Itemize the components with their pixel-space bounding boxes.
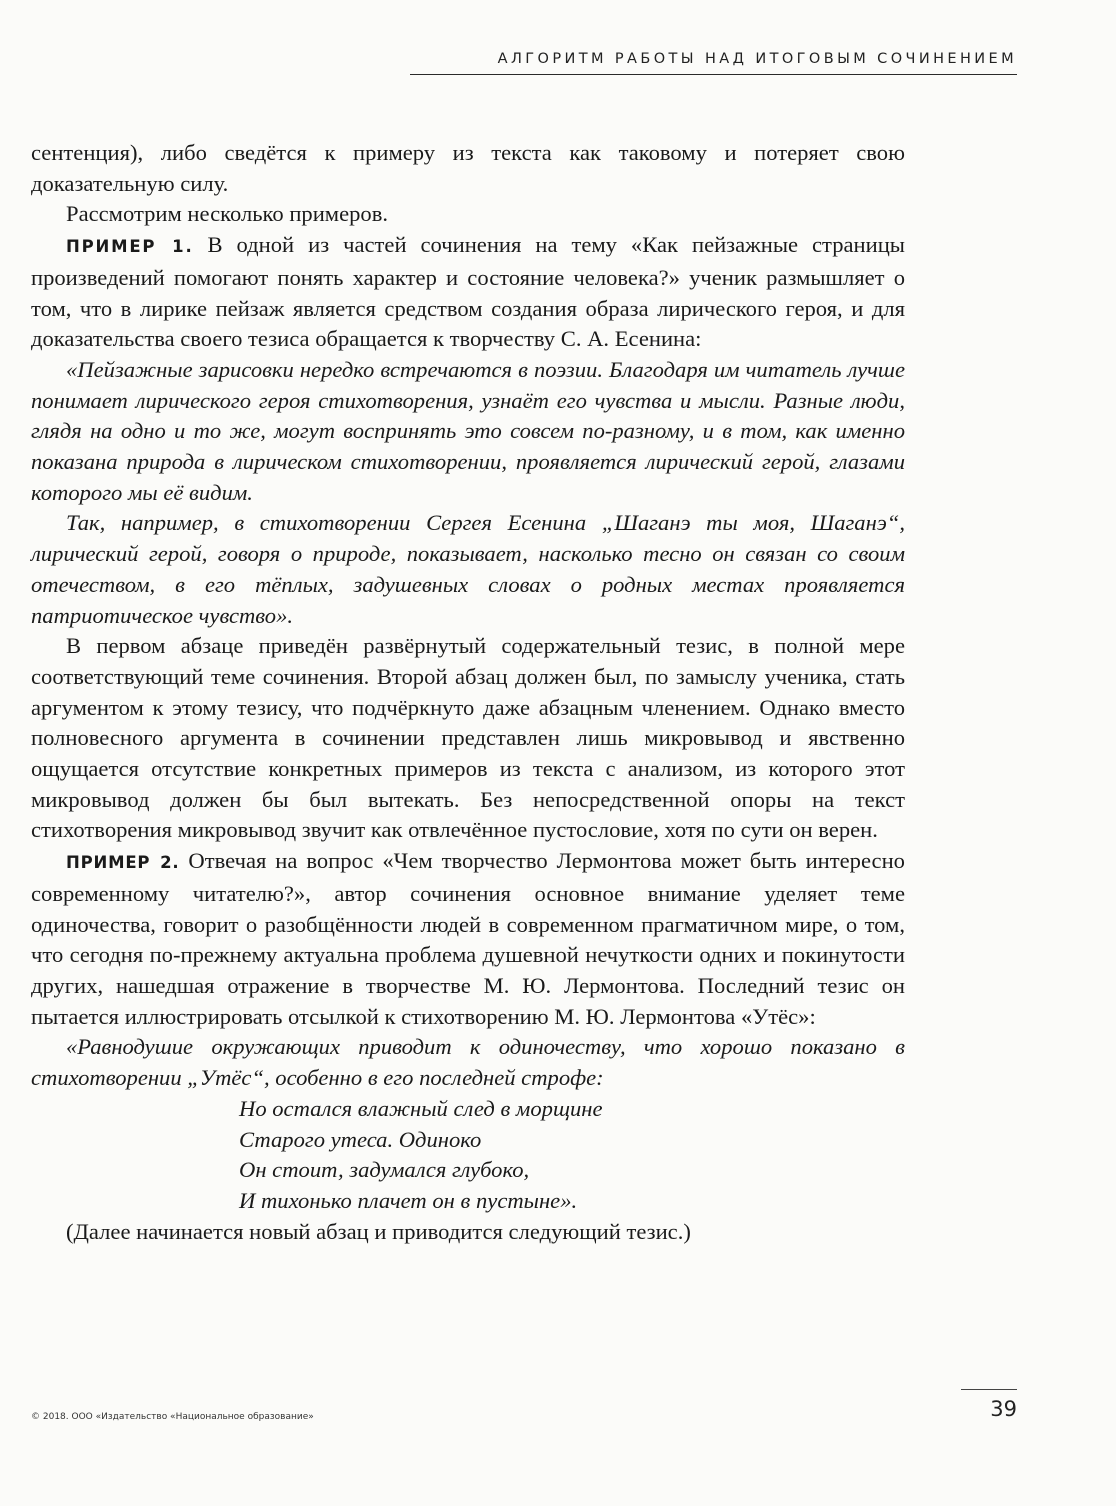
poem-line: Старого утеса. Одиноко	[239, 1126, 482, 1152]
example-1-paragraph	[31, 230, 905, 355]
page-number: 39	[990, 1397, 1017, 1421]
example-1-label: ПРИМЕР 1.	[66, 237, 194, 257]
paragraph-intro: Рассмотрим несколько примеров.	[66, 201, 389, 227]
poem-line: Но остался влажный след в морщине	[239, 1095, 603, 1121]
footer-rule	[961, 1389, 1017, 1390]
example-2-label: ПРИМЕР 2.	[66, 853, 180, 873]
quote-2: «Равнодушие окружающих приводит к одиночеству, что хорошо показано в стихотворении „Утёс“, особенно в его последней строфе:	[31, 1034, 905, 1091]
example-1-text: В одной из частей сочинения на тему «Как пейзажные страницы произведений помогают понять характер и состояние человека?» ученик размышляет о том, что в лирике пейзаж является средством создания образа лирического героя, и для доказательства своего тезиса обращается к творчеству С. А. Есенина:	[31, 232, 905, 352]
running-header: АЛГОРИТМ РАБОТЫ НАД ИТОГОВЫМ СОЧИНЕНИЕМ	[410, 46, 1017, 75]
poem-stanza	[239, 1094, 905, 1217]
copyright: © 2018. ООО «Издательство «Национальное образование»	[31, 1412, 314, 1422]
closing-note: (Далее начинается новый абзац и приводится следующий тезис.)	[66, 1218, 691, 1244]
poem-line: И тихонько плачет он в пустыне».	[239, 1187, 578, 1213]
analysis-1: В первом абзаце приведён развёрнутый содержательный тезис, в полной мере соответствующий теме сочинения. Второй абзац должен был, по замыслу ученика, стать аргументом к этому тезису, что подчёркнуто даже абзацным членением. Однако вместо полновесного аргумента в сочинении представлен лишь микровывод и явственно ощущается отсутствие конкретных примеров из текста с анализом, из которого этот микровывод должен бы был вытекать. Без непосредственной опоры на текст стихотворения микровывод звучит как отвлечённое пустословие, хотя по сути он верен.	[31, 633, 905, 843]
paragraph-continued: сентенция), либо сведётся к примеру из текста как таковому и потеряет свою доказательную силу.	[31, 140, 905, 196]
example-2-text: Отвечая на вопрос «Чем творчество Лермонтова может быть интересно современному читателю?», автор сочинения основное внимание уделяет теме одиночества, говорит о разобщённости людей в современном прагматичном мире, о том, что сегодня по-прежнему актуальна проблема душевной нечуткости одних и покинутости других, нашедшая отражение в творчестве М. Ю. Лермонтова. Последний тезис он пытается иллюстрировать отсылкой к стихотворению М. Ю. Лермонтова «Утёс»:	[31, 848, 905, 1029]
page-body	[31, 138, 905, 1247]
quote-1a: «Пейзажные зарисовки нередко встречаются в поэзии. Благодаря им читатель лучше понимает лирического героя стихотворения, узнаёт его чувства и мысли. Разные люди, глядя на одно и то же, могут воспринять это совсем по-разному, и в том, как именно показана природа в лирическом стихотворении, проявляется лирический герой, глазами которого мы её видим.	[31, 356, 905, 505]
quote-1b: Так, например, в стихотворении Сергея Есенина „Шаганэ ты моя, Шаганэ“, лирический герой, говоря о природе, показывает, насколько тесно он связан со своим отечеством, в его тёплых, задушевных словах о родных местах проявляется патриотическое чувство».	[31, 510, 905, 628]
poem-line: Он стоит, задумался глубоко,	[239, 1157, 530, 1183]
example-2-paragraph	[31, 846, 905, 1032]
